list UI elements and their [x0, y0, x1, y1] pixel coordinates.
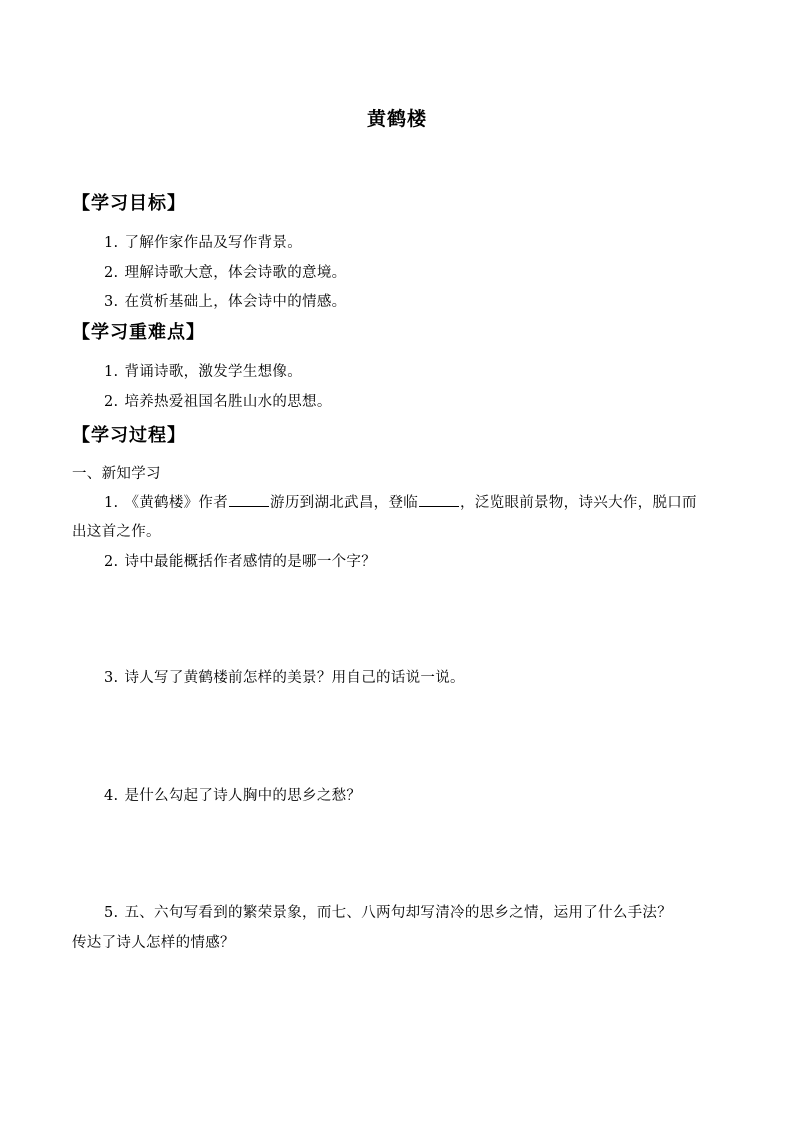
- item-number: 3.: [104, 670, 119, 686]
- question-text: 《黄鹤楼》作者: [124, 495, 229, 511]
- fill-in-blank[interactable]: [229, 492, 269, 507]
- question-4: [104, 784, 361, 805]
- question-text: 是什么勾起了诗人胸中的思乡之愁？: [124, 788, 362, 804]
- item-text: 背诵诗歌，激发学生想像。: [124, 364, 303, 380]
- process-heading: 【学习过程】: [72, 425, 186, 446]
- objective-item: [104, 290, 346, 311]
- key-point-item: [104, 390, 332, 411]
- question-1: [104, 491, 697, 512]
- objectives-heading: 【学习目标】: [72, 193, 186, 214]
- question-text: 游历到湖北武昌，登临: [270, 495, 419, 511]
- page-title: 黄鹤楼: [366, 108, 427, 130]
- question-text: 诗人写了黄鹤楼前怎样的美景？用自己的话说一说。: [124, 670, 465, 686]
- item-number: 2.: [104, 394, 119, 410]
- key-points-heading: 【学习重难点】: [72, 322, 205, 343]
- question-2: [104, 550, 376, 571]
- fill-in-blank[interactable]: [419, 492, 459, 507]
- item-text: 了解作家作品及写作背景。: [124, 235, 303, 251]
- question-text: 诗中最能概括作者感情的是哪一个字？: [124, 554, 377, 570]
- question-1-continued: 出这首之作。: [72, 524, 161, 540]
- item-number: 5.: [104, 905, 119, 921]
- item-number: 1.: [104, 364, 119, 380]
- question-5-continued: 传达了诗人怎样的情感？: [72, 935, 235, 951]
- item-number: 1.: [104, 235, 119, 251]
- item-text: 理解诗歌大意，体会诗歌的意境。: [124, 265, 347, 281]
- process-subheading: 一、新知学习: [72, 466, 161, 482]
- item-number: 4.: [104, 788, 119, 804]
- question-text: 五、六句写看到的繁荣景象，而七、八两句却写清冷的思乡之情，运用了什么手法？: [124, 905, 673, 921]
- question-5: [104, 901, 672, 922]
- item-text: 在赏析基础上，体会诗中的情感。: [124, 294, 347, 310]
- objective-item: [104, 261, 346, 282]
- objective-item: [104, 231, 302, 252]
- item-number: 3.: [104, 294, 119, 310]
- item-number: 2.: [104, 554, 119, 570]
- item-number: 2.: [104, 265, 119, 281]
- key-point-item: [104, 360, 302, 381]
- item-text: 培养热爱祖国名胜山水的思想。: [124, 394, 332, 410]
- question-text: ，泛览眼前景物，诗兴大作，脱口而: [460, 495, 697, 511]
- item-number: 1.: [104, 495, 119, 511]
- question-3: [104, 666, 465, 687]
